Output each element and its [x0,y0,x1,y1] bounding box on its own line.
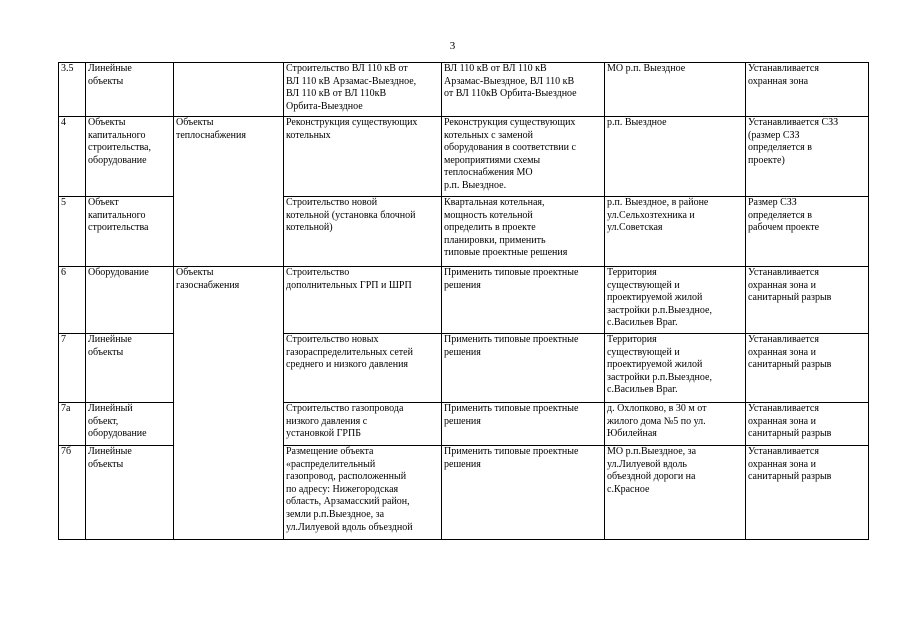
action-cell: Строительство новых газораспределительных сетей среднего и низкого давления [284,334,442,403]
table-row [59,403,869,446]
row-number-cell: 7 [59,334,86,403]
object-type-cell: Объекты капитального строительства, оборудование [86,117,174,197]
zone-cell: Устанавливается СЗЗ (размер СЗЗ определяется в проекте) [746,117,869,197]
action-cell: Строительство газопровода низкого давления с установкой ГРПБ [284,403,442,446]
action-cell: Строительство новой котельной (установка блочной котельной) [284,197,442,267]
description-cell: Квартальная котельная, мощность котельной определить в проекте планировки, применить типовые проектные решения [442,197,605,267]
table-row [59,197,869,267]
location-cell: МО р.п. Выездное [605,63,746,117]
location-cell: р.п. Выездное, в районе ул.Сельхозтехника и ул.Советская [605,197,746,267]
zone-cell: Устанавливается охранная зона и санитарный разрыв [746,403,869,446]
table-row [59,334,869,403]
table-row [59,63,869,117]
page-number: 3 [449,40,456,52]
table-row [59,117,869,197]
row-number-cell: 3.5 [59,63,86,117]
row-number-cell: 4 [59,117,86,197]
table-row [59,446,869,540]
object-group-cell [174,403,284,446]
location-cell: МО р.п.Выездное, за ул.Лилуевой вдоль объездной дороги на с.Красное [605,446,746,540]
zone-cell: Размер СЗЗ определяется в рабочем проекте [746,197,869,267]
action-cell: Реконструкция существующих котельных [284,117,442,197]
location-cell: Территория существующей и проектируемой жилой застройки р.п.Выездное, с.Васильев Враг. [605,334,746,403]
description-cell: Реконструкция существующих котельных с заменой оборудования в соответствии с мероприятиями схемы теплоснабжения МО р.п. Выездное. [442,117,605,197]
object-type-cell: Оборудование [86,267,174,334]
location-cell: Территория существующей и проектируемой жилой застройки р.п.Выездное, с.Васильев Враг. [605,267,746,334]
location-cell: р.п. Выездное [605,117,746,197]
object-group-cell [174,197,284,267]
object-group-cell: Объекты теплоснабжения [174,117,284,197]
zone-cell: Устанавливается охранная зона [746,63,869,117]
zone-cell: Устанавливается охранная зона и санитарный разрыв [746,446,869,540]
object-group-cell [174,63,284,117]
zone-cell: Устанавливается охранная зона и санитарный разрыв [746,334,869,403]
action-cell: Размещение объекта «распределительный газопровод, расположенный по адресу: Нижегородская область, Арзамасский район, земли р.п.Выездное, за ул.Лилуевой вдоль объездной [284,446,442,540]
location-cell: д. Охлопково, в 30 м от жилого дома №5 по ул. Юбилейная [605,403,746,446]
object-group-cell [174,334,284,403]
zone-cell: Устанавливается охранная зона и санитарный разрыв [746,267,869,334]
object-type-cell: Линейный объект, оборудование [86,403,174,446]
description-cell: Применить типовые проектные решения [442,334,605,403]
row-number-cell: 5 [59,197,86,267]
object-type-cell: Линейные объекты [86,63,174,117]
object-group-cell [174,446,284,540]
table-row [59,267,869,334]
row-number-cell: 7а [59,403,86,446]
measures-table [58,62,869,540]
action-cell: Строительство ВЛ 110 кВ от ВЛ 110 кВ Арзамас-Выездное, ВЛ 110 кВ от ВЛ 110кВ Орбита-Выездное [284,63,442,117]
object-type-cell: Линейные объекты [86,446,174,540]
action-cell: Строительство дополнительных ГРП и ШРП [284,267,442,334]
row-number-cell: 7б [59,446,86,540]
object-type-cell: Линейные объекты [86,334,174,403]
object-group-cell: Объекты газоснабжения [174,267,284,334]
description-cell: Применить типовые проектные решения [442,403,605,446]
description-cell: Применить типовые проектные решения [442,446,605,540]
row-number-cell: 6 [59,267,86,334]
object-type-cell: Объект капитального строительства [86,197,174,267]
description-cell: ВЛ 110 кВ от ВЛ 110 кВ Арзамас-Выездное, ВЛ 110 кВ от ВЛ 110кВ Орбита-Выездное [442,63,605,117]
description-cell: Применить типовые проектные решения [442,267,605,334]
